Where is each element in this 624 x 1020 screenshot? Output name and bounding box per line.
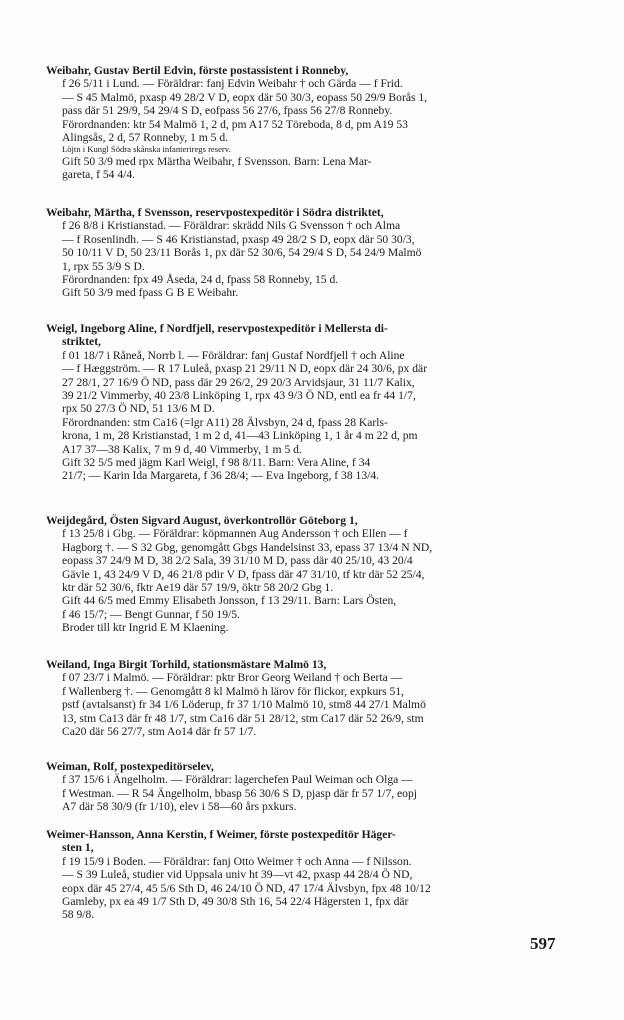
entry-line: 50 10/11 V D, 50 23/11 Borås 1, px där 52 30/6, 54 29/4 S D, 54 24/9 Malmö	[62, 246, 422, 260]
entry-line: — S 45 Malmö, pxasp 49 28/2 V D, eopx där 50 30/3, eopass 50 29/9 Borås 1,	[62, 90, 428, 104]
entry-line: 39 21/2 Vimmerby, 40 23/8 Linköping 1, rpx 43 9/3 Ö ND, entl ea fr 44 1/7,	[62, 389, 416, 403]
entry-line: Hagborg †. — S 32 Gbg, genomgått Gbgs Handelsinst 33, epass 37 13/4 N ND,	[62, 540, 433, 554]
entry-line: — S 39 Luleå, studier vid Uppsala univ ht 39—vt 42, pxasp 44 28/4 Ö ND,	[62, 868, 413, 882]
entry-heading: Weijdegård, Östen Sigvard August, överkontrollör Göteborg 1,	[46, 514, 358, 527]
entry-line: f Wallenberg †. — Genomgått 8 kl Malmö h lärov för flickor, expkurs 51,	[62, 684, 405, 698]
entry-line: Alingsås, 2 d, 57 Ronneby, 1 m 5 d.	[62, 131, 229, 145]
entry-heading: Weigl, Ingeborg Aline, f Nordfjell, reservpostexpeditör i Mellersta di-	[46, 322, 388, 335]
entry-weibahr-martha	[46, 206, 564, 300]
entry-line: Gift 44 6/5 med Emmy Elisabeth Jonsson, f 13 29/11. Barn: Lars Östen,	[62, 594, 397, 608]
entry-line: 1, rpx 55 3/9 S D.	[62, 259, 145, 273]
entry-line: 58 9/8.	[62, 908, 95, 922]
entry-line: Gift 50 3/9 med rpx Märtha Weibahr, f Svensson. Barn: Lena Mar-	[62, 154, 372, 168]
entry-weibahr-gustav	[46, 64, 564, 182]
entry-line: f 37 15/6 i Ängelholm. — Föräldrar: lagerchefen Paul Weiman och Olga —	[62, 773, 413, 787]
entry-line: krona, 1 m, 28 Kristianstad, 1 m 2 d, 41—43 Linköping 1, 1 år 4 m 22 d, pm	[62, 429, 418, 443]
entry-weijdegard-osten	[46, 514, 564, 635]
entry-line: f 19 15/9 i Boden. — Föräldrar: fanj Otto Weimer † och Anna — f Nilsson.	[62, 854, 412, 868]
entry-line: pstf (avtalsanst) fr 34 1/6 Löderup, fr 37 1/10 Malmö 10, stm8 44 27/1 Malmö	[62, 698, 426, 712]
entry-line: Gift 50 3/9 med fpass G B E Weibahr.	[62, 286, 239, 300]
entry-line: gareta, f 54 4/4.	[62, 168, 136, 182]
entry-line: A17 37—38 Kalix, 7 m 9 d, 40 Vimmerby, 1 m 5 d.	[62, 442, 302, 456]
entry-heading: Weimer-Hansson, Anna Kerstin, f Weimer, förste postexpeditör Häger-	[46, 828, 396, 841]
entry-heading-cont: striktet,	[62, 335, 101, 349]
entry-line: Gamleby, px ea 49 1/7 Sth D, 49 30/8 Sth 16, 54 22/4 Hägersten 1, fpx där	[62, 895, 409, 909]
entry-heading: Weiman, Rolf, postexpeditörselev,	[46, 760, 214, 773]
entry-line: Ca20 där 56 27/7, stm Ao14 där fr 57 1/7.	[62, 725, 257, 739]
entry-heading-cont: sten 1,	[62, 841, 94, 855]
entry-weigl-ingeborg	[46, 322, 564, 483]
entry-line: f 26 8/8 i Kristianstad. — Föräldrar: skrädd Nils G Svensson † och Alma	[62, 219, 401, 233]
entry-line: f 46 15/7; — Bengt Gunnar, f 50 19/5.	[62, 607, 240, 621]
entry-weiman-rolf	[46, 760, 564, 814]
entry-line: Gift 32 5/5 med jägm Karl Weigl, f 98 8/11. Barn: Vera Aline, f 34	[62, 456, 371, 470]
entry-line: A7 där 58 30/9 (fr 1/10), elev i 58—60 års pxkurs.	[62, 800, 297, 814]
entry-line: 21/7; — Karin Ida Margareta, f 36 28/4; — Eva Ingeborg, f 38 13/4.	[62, 469, 380, 483]
entry-line: Förordnanden: stm Ca16 (=lgr A11) 28 Älvsbyn, 24 d, fpass 28 Karls-	[62, 415, 388, 429]
entry-line: Förordnanden: fpx 49 Åseda, 24 d, fpass 58 Ronneby, 15 d.	[62, 273, 339, 287]
entry-line: 13, stm Ca13 där fr 48 1/7, stm Ca16 där 51 28/12, stm Ca17 där 52 26/9, stm	[62, 711, 424, 725]
entry-line: eopx där 45 27/4, 45 5/6 Sth D, 46 24/10 Ö ND, 47 17/4 Älvsbyn, fpx 48 10/12	[62, 881, 431, 895]
entry-heading: Weibahr, Märtha, f Svensson, reservpostexpeditör i Södra distriktet,	[46, 206, 384, 219]
entry-line: f 26 5/11 i Lund. — Föräldrar: fanj Edvin Weibahr † och Gärda — f Frid.	[62, 77, 403, 91]
entry-line: rpx 50 27/3 Ö ND, 51 13/6 M D.	[62, 402, 215, 416]
entry-line: Förordnanden: ktr 54 Malmö 1, 2 d, pm A17 52 Töreboda, 8 d, pm A19 53	[62, 117, 408, 131]
entry-line: ktr där 52 30/6, fktr Ae19 där 57 19/9, öktr 58 20/2 Gbg 1.	[62, 581, 334, 595]
entry-line: f 13 25/8 i Gbg. — Föräldrar: köpmannen Aug Andersson † och Ellen — f	[62, 527, 408, 541]
entry-line: — f Rosenlindh. — S 46 Kristianstad, pxasp 49 28/2 S D, eopx där 50 30/3,	[62, 232, 415, 246]
page-number: 597	[530, 934, 556, 953]
entry-line: pass där 51 29/9, 54 29/4 S D, eofpass 56 27/6, fpass 56 27/8 Ronneby.	[62, 104, 393, 118]
entry-line: f 01 18/7 i Råneå, Norrb l. — Föräldrar: fanj Gustaf Nordfjell † och Aline	[62, 348, 405, 362]
entry-heading: Weibahr, Gustav Bertil Edvin, förste postassistent i Ronneby,	[46, 64, 349, 77]
entry-line: eopass 37 24/9 M D, 38 2/2 Sala, 39 31/10 M D, pass där 40 25/10, 43 20/4	[62, 554, 413, 568]
entry-heading: Weiland, Inga Birgit Torhild, stationsmästare Malmö 13,	[46, 658, 327, 671]
entry-line: Gävle 1, 43 24/9 V D, 46 21/8 pdir V D, fpass där 47 31/10, tf ktr där 52 25/4,	[62, 567, 425, 581]
entry-line: Broder till ktr Ingrid E M Klaening.	[62, 621, 229, 635]
entry-note: Löjtn i Kungl Södra skånska infanteriregs reserv.	[62, 144, 231, 155]
entry-line: 27 28/1, 27 16/9 Ö ND, pass där 29 26/2, 29 20/3 Arvidsjaur, 31 11/7 Kalix,	[62, 375, 415, 389]
entry-line: — f Hæggström. — R 17 Luleå, pxasp 21 29/11 N D, eopx där 24 30/6, px där	[62, 362, 428, 376]
entry-line: f Westman. — R 54 Ängelholm, bbasp 56 30/6 S D, pjasp där fr 57 1/7, eopj	[62, 786, 418, 800]
entry-weiland-inga	[46, 658, 564, 738]
entry-weimer-hansson-anna	[46, 828, 564, 922]
entry-line: f 07 23/7 i Malmö. — Föräldrar: pktr Bror Georg Weiland † och Berta —	[62, 671, 403, 685]
